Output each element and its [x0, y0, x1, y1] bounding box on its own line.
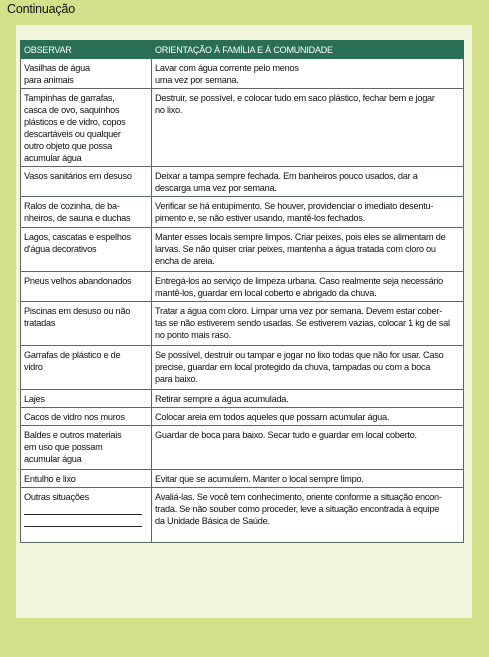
guidance-cell: Lavar com água corrente pelo menos uma vez por semana. — [152, 59, 464, 89]
table-row — [21, 426, 464, 470]
table-row — [21, 408, 464, 426]
table-row — [21, 89, 464, 167]
guidance-cell: Entregá-los ao serviço de limpeza urbana. Caso realmente seja necessário mantê-los, guardar em local coberto e abrigado da chuva. — [152, 272, 464, 302]
observe-cell: Vasilhas de água para animais — [21, 59, 152, 89]
observe-cell: Piscinas em desuso ou não tratadas — [21, 302, 152, 346]
observe-cell: Outras situações — [21, 488, 152, 543]
observe-cell: Pneus velhos abandonados — [21, 272, 152, 302]
observe-cell: Cacos de vidro nos muros — [21, 408, 152, 426]
table-row — [21, 59, 464, 89]
blank-write-line — [24, 503, 142, 515]
observe-cell: Tampinhas de garrafas, casca de ovo, saquinhos plásticos e de vidro, copos descartáveis ou qualquer outro objeto que possa acumular água — [21, 89, 152, 167]
table-header-row — [21, 41, 464, 59]
guidance-cell: Retirar sempre a água acumulada. — [152, 390, 464, 408]
guidance-cell: Guardar de boca para baixo. Secar tudo e guardar em local coberto. — [152, 426, 464, 470]
table-row — [21, 488, 464, 543]
observe-cell: Lajes — [21, 390, 152, 408]
observe-cell: Ralos de cozinha, de ba- nheiros, de sauna e duchas — [21, 197, 152, 228]
table-row — [21, 346, 464, 390]
observe-cell: Entulho e lixo — [21, 470, 152, 488]
guidance-cell: Manter esses locais sempre limpos. Criar peixes, pois eles se alimentam de larvas. Se não quiser criar peixes, mantenha a água tratada com cloro ou encha de areia. — [152, 228, 464, 272]
header-observar: OBSERVAR — [21, 41, 152, 59]
table-row — [21, 167, 464, 197]
blank-write-line — [24, 515, 142, 527]
guidance-cell: Avaliá-las. Se você tem conhecimento, oriente conforme a situação encon- trada. Se não souber como proceder, leve a situação encontrada à equipe da Unidade Básica de Saúde. — [152, 488, 464, 543]
observe-cell: Vasos sanitários em desuso — [21, 167, 152, 197]
continuation-label: Continuação — [7, 2, 75, 16]
observe-cell: Baldes e outros materiais em uso que possam acumular água — [21, 426, 152, 470]
header-orientacao: ORIENTAÇÃO À FAMÍLIA E À COMUNIDADE — [152, 41, 464, 59]
table-row — [21, 272, 464, 302]
guidance-cell: Evitar que se acumulem. Manter o local sempre limpo. — [152, 470, 464, 488]
table-row — [21, 302, 464, 346]
table-row — [21, 197, 464, 228]
table-row — [21, 470, 464, 488]
guidance-cell: Colocar areia em todos aqueles que possam acumular água. — [152, 408, 464, 426]
observe-cell: Garrafas de plástico e de vidro — [21, 346, 152, 390]
guidance-cell: Tratar a água com cloro. Limpar uma vez por semana. Devem estar cober- tas se não estiverem sendo usadas. Se estiverem vazias, colocar 1 kg de sal no ponto mais raso. — [152, 302, 464, 346]
guidance-table — [20, 40, 464, 543]
guidance-cell: Destruir, se possível, e colocar tudo em saco plástico, fechar bem e jogar no lixo. — [152, 89, 464, 167]
guidance-cell: Deixar a tampa sempre fechada. Em banheiros pouco usados, dar a descarga uma vez por semana. — [152, 167, 464, 197]
guidance-cell: Se possível, destruir ou tampar e jogar no lixo todas que não for usar. Caso precise, guardar em local protegido da chuva, tampadas ou com a boca para baixo. — [152, 346, 464, 390]
table-row — [21, 390, 464, 408]
observe-cell: Lagos, cascatas e espelhos d'água decorativos — [21, 228, 152, 272]
table-row — [21, 228, 464, 272]
guidance-cell: Verificar se há entupimento. Se houver, providenciar o imediato desentu- pimento e, se não estiver usando, mantê-los fechados. — [152, 197, 464, 228]
